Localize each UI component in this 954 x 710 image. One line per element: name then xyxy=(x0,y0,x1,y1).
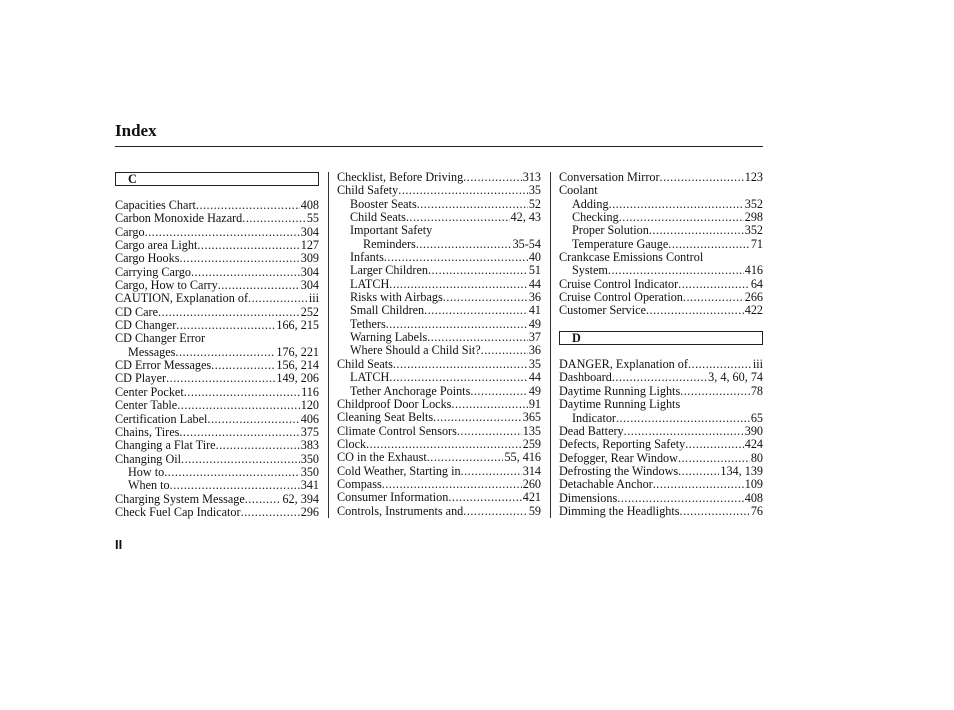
entry-page: 80 xyxy=(750,451,763,465)
entry-page: 304 xyxy=(300,265,319,279)
entry-term: Tether Anchorage Points xyxy=(350,384,471,398)
index-entry xyxy=(337,358,541,371)
index-entry xyxy=(559,492,763,505)
entry-term: Checking xyxy=(572,211,619,225)
index-entry xyxy=(115,279,319,292)
index-entry xyxy=(115,306,319,319)
entry-page: 296 xyxy=(300,505,319,519)
index-entry xyxy=(337,171,541,184)
entry-page: 35 xyxy=(528,357,541,371)
entry-page: 166, 215 xyxy=(276,319,319,333)
index-entry xyxy=(115,506,319,519)
entry-term: Dimming the Headlights xyxy=(559,504,680,518)
entry-page: 375 xyxy=(300,425,319,439)
entry-term: Where Should a Child Sit? xyxy=(350,344,481,358)
leader-dots xyxy=(624,425,744,438)
leader-dots xyxy=(461,465,522,478)
leader-dots xyxy=(393,358,528,371)
index-entry xyxy=(115,292,319,305)
entry-page: 44 xyxy=(528,371,541,385)
leader-dots xyxy=(158,306,300,319)
entry-term: Child Safety xyxy=(337,184,399,198)
entry-page: 424 xyxy=(744,438,763,452)
entry-term: Cargo, How to Carry xyxy=(115,279,218,293)
index-entry xyxy=(337,224,541,237)
entry-page: 408 xyxy=(744,491,763,505)
entry-term: Dashboard xyxy=(559,371,612,385)
entry-page: 41 xyxy=(528,304,541,318)
entry-term: Larger Children xyxy=(350,264,428,278)
entry-page: 109 xyxy=(744,478,763,492)
index-entry xyxy=(115,439,319,452)
entry-page: 135 xyxy=(522,424,541,438)
entry-page: 422 xyxy=(744,304,763,318)
entry-term: Conversation Mirror xyxy=(559,171,660,184)
leader-dots xyxy=(608,264,744,277)
entry-term: Clock xyxy=(337,437,367,451)
leader-dots xyxy=(678,465,719,478)
entry-page: 352 xyxy=(744,224,763,238)
index-entry xyxy=(115,479,319,492)
entry-page: 127 xyxy=(300,239,319,253)
index-column-1 xyxy=(115,171,319,519)
entry-page: 36 xyxy=(528,344,541,358)
index-entry xyxy=(559,264,763,277)
entry-term: Check Fuel Cap Indicator xyxy=(115,505,241,519)
entry-term: Risks with Airbags xyxy=(350,291,443,305)
index-entry xyxy=(337,438,541,451)
entry-page: 259 xyxy=(522,437,541,451)
leader-dots xyxy=(197,239,299,252)
leader-dots xyxy=(660,171,744,184)
index-entry xyxy=(337,198,541,211)
index-entry xyxy=(115,359,319,372)
entry-term: CO in the Exhaust xyxy=(337,451,427,465)
title-rule xyxy=(115,146,763,147)
entry-term: Dead Battery xyxy=(559,424,624,438)
entry-page: 314 xyxy=(522,464,541,478)
entry-term: LATCH xyxy=(350,371,390,385)
entry-term: Carbon Monoxide Hazard xyxy=(115,212,243,226)
index-entry xyxy=(559,304,763,317)
index-entry xyxy=(337,398,541,411)
index-entry xyxy=(115,413,319,426)
entry-term: CD Changer xyxy=(115,319,177,333)
entry-page: 416 xyxy=(744,264,763,278)
entry-term: Infants xyxy=(350,251,384,265)
entry-page: 52 xyxy=(528,197,541,211)
column-divider xyxy=(550,172,551,518)
entry-term: Carrying Cargo xyxy=(115,265,191,279)
entry-term: Defrosting the Windows xyxy=(559,464,679,478)
entry-page: 390 xyxy=(744,424,763,438)
entry-page: 350 xyxy=(300,465,319,479)
entry-page: 365 xyxy=(522,411,541,425)
entry-term: Certification Label xyxy=(115,412,208,426)
entry-term: Changing Oil xyxy=(115,452,182,466)
entry-term: Cruise Control Operation xyxy=(559,291,683,305)
entry-term: Cruise Control Indicator xyxy=(559,277,679,291)
entry-term: Cargo area Light xyxy=(115,239,198,253)
entry-page: 91 xyxy=(528,397,541,411)
index-entry xyxy=(337,211,541,224)
index-entry xyxy=(559,278,763,291)
index-entry xyxy=(115,466,319,479)
index-entry xyxy=(559,398,763,411)
leader-dots xyxy=(179,426,299,439)
entry-page: 156, 214 xyxy=(276,359,319,373)
leader-dots xyxy=(179,252,299,265)
entry-term: CD Care xyxy=(115,305,158,319)
entry-term: Child Seats xyxy=(350,211,406,225)
entry-term: Center Table xyxy=(115,399,178,413)
entry-list xyxy=(337,171,541,518)
leader-dots xyxy=(241,506,300,519)
entry-list xyxy=(559,171,763,318)
entry-term: Proper Solution xyxy=(572,224,649,238)
entry-term: Daytime Running Lights xyxy=(559,384,681,398)
leader-dots xyxy=(646,304,744,317)
index-entry xyxy=(337,425,541,438)
index-entry xyxy=(115,346,319,359)
entry-page: 65 xyxy=(750,411,763,425)
entry-page: 123 xyxy=(744,171,763,184)
leader-dots xyxy=(616,412,750,425)
index-entry xyxy=(337,264,541,277)
leader-dots xyxy=(218,279,300,292)
leader-dots xyxy=(406,211,510,224)
entry-term: Child Seats xyxy=(337,357,393,371)
entry-page: 266 xyxy=(744,291,763,305)
leader-dots xyxy=(184,386,300,399)
entry-term: Reminders xyxy=(363,237,416,251)
entry-page: 78 xyxy=(750,384,763,398)
leader-dots xyxy=(457,425,522,438)
leader-dots xyxy=(443,291,528,304)
entry-term: Cold Weather, Starting in xyxy=(337,464,461,478)
entry-page: 309 xyxy=(300,252,319,266)
index-entry xyxy=(559,224,763,237)
entry-term: Chains, Tires xyxy=(115,425,180,439)
entry-page: 55 xyxy=(306,212,319,226)
entry-page: 49 xyxy=(528,384,541,398)
entry-term: Tethers xyxy=(350,317,386,331)
index-entry xyxy=(559,438,763,451)
entry-page: 51 xyxy=(528,264,541,278)
entry-page: 35-54 xyxy=(512,237,541,251)
entry-term: Detachable Anchor xyxy=(559,478,653,492)
entry-page: 40 xyxy=(528,251,541,265)
index-entry xyxy=(337,184,541,197)
leader-dots xyxy=(463,171,521,184)
leader-dots xyxy=(175,346,275,359)
index-entry xyxy=(559,425,763,438)
entry-page: 36 xyxy=(528,291,541,305)
index-entry xyxy=(337,238,541,251)
leader-dots xyxy=(216,439,300,452)
leader-dots xyxy=(653,478,744,491)
entry-term: Defogger, Rear Window xyxy=(559,451,678,465)
leader-dots xyxy=(166,372,275,385)
entry-page: 252 xyxy=(300,305,319,319)
index-entry xyxy=(559,171,763,184)
entry-term: Crankcase Emissions Control xyxy=(559,251,704,265)
index-entry xyxy=(115,239,319,252)
leader-dots xyxy=(211,359,275,372)
index-entry xyxy=(337,451,541,464)
leader-dots xyxy=(248,292,308,305)
entry-page: 304 xyxy=(300,279,319,293)
entry-page: 71 xyxy=(750,237,763,251)
entry-term: Defects, Reporting Safety xyxy=(559,438,686,452)
leader-dots xyxy=(433,411,522,424)
leader-dots xyxy=(685,438,743,451)
entry-page: 406 xyxy=(300,412,319,426)
leader-dots xyxy=(680,505,750,518)
entry-page: 35 xyxy=(528,184,541,198)
entry-page: 176, 221 xyxy=(276,345,319,359)
page-number: II xyxy=(115,537,123,552)
entry-term: Dimensions xyxy=(559,491,618,505)
index-entry xyxy=(559,371,763,384)
entry-page: 59 xyxy=(528,504,541,518)
column-divider xyxy=(328,172,329,518)
index-entry xyxy=(115,426,319,439)
leader-dots xyxy=(164,466,299,479)
entry-term: Controls, Instruments and xyxy=(337,504,464,518)
index-entry xyxy=(337,318,541,331)
leader-dots xyxy=(617,492,743,505)
index-entry xyxy=(115,319,319,332)
index-entry xyxy=(559,478,763,491)
index-entry xyxy=(115,399,319,412)
leader-dots xyxy=(398,184,528,197)
index-entry xyxy=(559,238,763,251)
entry-term: Checklist, Before Driving xyxy=(337,171,464,184)
index-entry xyxy=(337,411,541,424)
index-entry xyxy=(115,386,319,399)
leader-dots xyxy=(609,198,744,211)
index-entry xyxy=(337,491,541,504)
entry-term: Temperature Gauge xyxy=(572,237,669,251)
entry-page: 49 xyxy=(528,317,541,331)
entry-page: 341 xyxy=(300,479,319,493)
index-entry xyxy=(337,331,541,344)
entry-term: DANGER, Explanation of xyxy=(559,358,688,372)
entry-term: Small Children xyxy=(350,304,425,318)
index-entry xyxy=(337,304,541,317)
leader-dots xyxy=(427,331,528,344)
index-column-3 xyxy=(559,171,763,518)
entry-page: 350 xyxy=(300,452,319,466)
entry-page: 42, 43 xyxy=(510,211,541,225)
index-column-2 xyxy=(337,171,541,518)
index-entry xyxy=(337,371,541,384)
leader-dots xyxy=(177,399,300,412)
leader-dots xyxy=(417,198,528,211)
entry-page: 64 xyxy=(750,277,763,291)
leader-dots xyxy=(170,479,300,492)
index-entry xyxy=(115,332,319,345)
leader-dots xyxy=(427,451,504,464)
leader-dots xyxy=(481,344,528,357)
entry-term: CD Changer Error xyxy=(115,332,206,346)
index-entry xyxy=(115,266,319,279)
leader-dots xyxy=(145,226,300,239)
leader-dots xyxy=(680,385,750,398)
index-entry xyxy=(337,478,541,491)
leader-dots xyxy=(196,199,300,212)
entry-term: Childproof Door Locks xyxy=(337,397,452,411)
leader-dots xyxy=(424,304,528,317)
entry-page: 116 xyxy=(301,385,319,399)
entry-list xyxy=(559,358,763,518)
leader-dots xyxy=(416,238,512,251)
index-entry xyxy=(559,505,763,518)
leader-dots xyxy=(181,453,300,466)
entry-term: Indicator xyxy=(572,411,616,425)
entry-page: 304 xyxy=(300,225,319,239)
index-entry xyxy=(115,199,319,212)
entry-term: Warning Labels xyxy=(350,331,428,345)
index-entry xyxy=(337,385,541,398)
entry-page: 149, 206 xyxy=(276,372,319,386)
letter-heading-c: C xyxy=(115,172,319,186)
entry-term: Daytime Running Lights xyxy=(559,398,681,412)
entry-term: Cleaning Seat Belts xyxy=(337,411,434,425)
index-entry xyxy=(115,212,319,225)
leader-dots xyxy=(428,264,528,277)
leader-dots xyxy=(176,319,275,332)
entry-page: 44 xyxy=(528,277,541,291)
leader-dots xyxy=(448,491,521,504)
entry-page: 120 xyxy=(300,399,319,413)
entry-term: Customer Service xyxy=(559,304,646,318)
index-entry xyxy=(559,465,763,478)
leader-dots xyxy=(683,291,744,304)
index-entry xyxy=(559,412,763,425)
entry-term: When to xyxy=(128,479,170,493)
entry-page: 298 xyxy=(744,211,763,225)
index-entry xyxy=(559,211,763,224)
entry-page: iii xyxy=(308,292,319,306)
index-entry xyxy=(337,465,541,478)
index-entry xyxy=(337,278,541,291)
entry-term: Consumer Information xyxy=(337,491,449,505)
entry-page: 408 xyxy=(300,199,319,212)
index-entry xyxy=(559,251,763,264)
index-entry xyxy=(559,198,763,211)
index-entry xyxy=(559,385,763,398)
leader-dots xyxy=(678,278,750,291)
index-entry xyxy=(559,291,763,304)
entry-page: 260 xyxy=(522,477,541,491)
entry-term: Cargo xyxy=(115,225,145,239)
index-entry xyxy=(337,251,541,264)
page-title: Index xyxy=(115,121,157,140)
index-entry xyxy=(559,358,763,371)
index-entry xyxy=(559,184,763,197)
entry-page: 383 xyxy=(300,439,319,453)
entry-term: LATCH xyxy=(350,277,390,291)
leader-dots xyxy=(612,371,707,384)
entry-page: 3, 4, 60, 74 xyxy=(708,371,763,385)
index-entry xyxy=(559,452,763,465)
leader-dots xyxy=(619,211,744,224)
entry-term: Cargo Hooks xyxy=(115,252,180,266)
entry-page: iii xyxy=(752,358,763,372)
entry-page: 313 xyxy=(522,171,541,184)
entry-term: Important Safety xyxy=(350,224,433,238)
leader-dots xyxy=(649,224,744,237)
entry-term: Messages xyxy=(128,345,176,359)
entry-term: Center Pocket xyxy=(115,385,184,399)
leader-dots xyxy=(386,318,528,331)
leader-dots xyxy=(451,398,527,411)
leader-dots xyxy=(389,278,528,291)
entry-term: Adding xyxy=(572,197,609,211)
section-gap xyxy=(559,318,763,331)
entry-term: Climate Control Sensors xyxy=(337,424,457,438)
entry-term: Coolant xyxy=(559,184,598,198)
entry-term: Charging System Message xyxy=(115,492,245,506)
entry-term: CAUTION, Explanation of xyxy=(115,292,249,306)
entry-term: CD Error Messages xyxy=(115,359,212,373)
entry-term: Changing a Flat Tire xyxy=(115,439,216,453)
leader-dots xyxy=(678,452,750,465)
entry-list xyxy=(115,199,319,519)
leader-dots xyxy=(389,371,528,384)
entry-page: 352 xyxy=(744,197,763,211)
leader-dots xyxy=(207,413,299,426)
index-entry xyxy=(115,453,319,466)
entry-page: 62, 394 xyxy=(282,492,319,506)
entry-term: Booster Seats xyxy=(350,197,417,211)
entry-term: Capacities Chart xyxy=(115,199,196,212)
index-entry xyxy=(337,344,541,357)
index-entry xyxy=(115,252,319,265)
entry-term: How to xyxy=(128,465,165,479)
entry-term: System xyxy=(572,264,608,278)
index-entry xyxy=(337,505,541,518)
leader-dots xyxy=(463,505,528,518)
leader-dots xyxy=(245,493,282,506)
index-entry xyxy=(115,226,319,239)
leader-dots xyxy=(668,238,750,251)
leader-dots xyxy=(242,212,306,225)
entry-page: 76 xyxy=(750,504,763,518)
index-entry xyxy=(115,372,319,385)
leader-dots xyxy=(366,438,522,451)
leader-dots xyxy=(191,266,300,279)
index-entry xyxy=(115,493,319,506)
leader-dots xyxy=(384,251,528,264)
leader-dots xyxy=(470,385,527,398)
entry-page: 134, 139 xyxy=(720,464,763,478)
index-entry xyxy=(337,291,541,304)
entry-page: 37 xyxy=(528,331,541,345)
letter-heading-d: D xyxy=(559,331,763,345)
leader-dots xyxy=(382,478,522,491)
entry-page: 421 xyxy=(522,491,541,505)
entry-term: Compass xyxy=(337,477,382,491)
entry-term: CD Player xyxy=(115,372,167,386)
entry-page: 55, 416 xyxy=(504,451,541,465)
leader-dots xyxy=(688,358,752,371)
